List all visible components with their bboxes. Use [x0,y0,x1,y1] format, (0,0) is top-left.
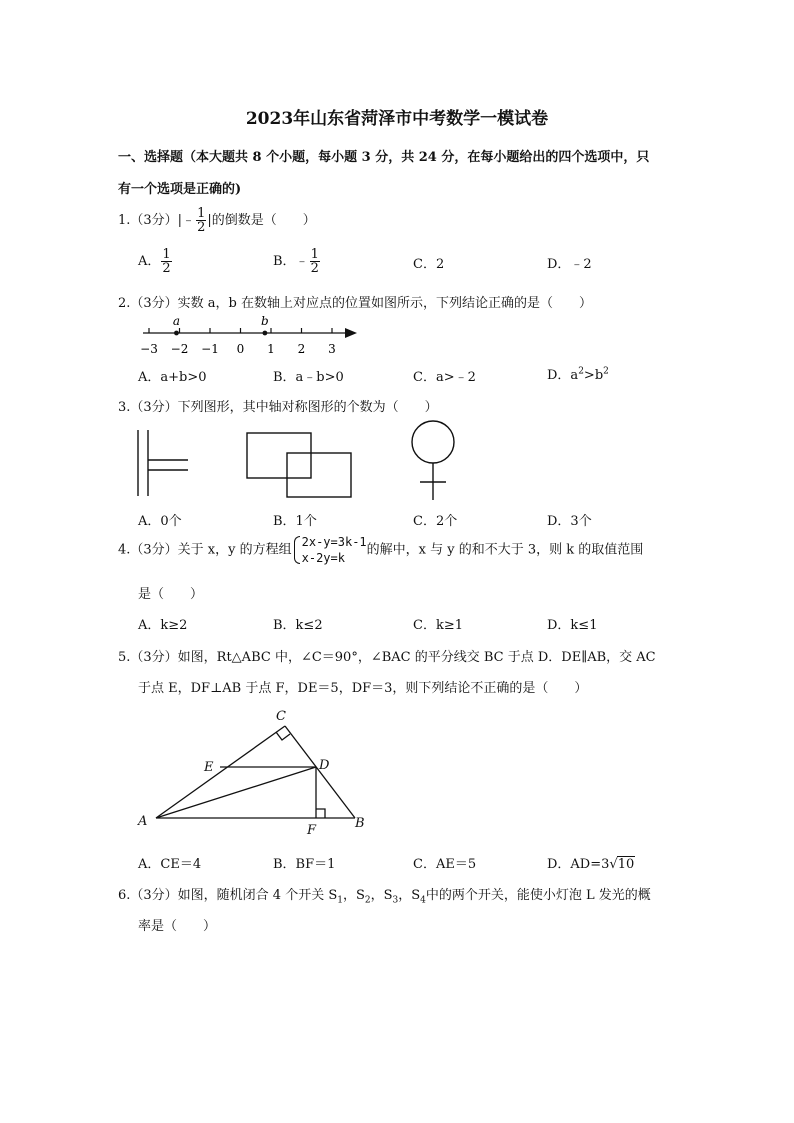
q4-eq2: x-2y=k [301,551,345,566]
section-header-line2: 有一个选项是正确的) [118,182,242,197]
number-line-ticks [140,328,336,356]
q2-option-d-mid: >b [583,368,604,383]
question-5-line1: 5.（3分）如图，Rt△ABC 中，∠C＝90°，∠BAC 的平分线交 BC 于点 D．DE∥AB，交 AC [118,650,656,665]
q1-option-b-label: B．﹣ [273,254,309,269]
tick-label: 1 [267,342,275,356]
q5-option-d[interactable] [547,853,635,872]
right-angle-c [276,732,290,740]
label-f: F [307,823,317,838]
q1-option-a-den: 2 [162,261,171,276]
q2-option-a[interactable]: A．a+b>0 [138,370,207,385]
point-a-label: a [172,314,181,328]
point-a [174,331,179,336]
q4-option-c[interactable]: C．k≥1 [413,618,463,633]
figure-overlapping-rectangles [247,433,351,497]
q6-sub-2: 2 [364,895,371,906]
q2-option-d-exp2: 2 [603,366,609,377]
label-a: A [138,814,148,829]
q1-option-d[interactable]: D．﹣2 [547,257,592,272]
q4-stem-line2: 是（ ） [138,587,204,602]
q1-option-a[interactable] [138,248,173,275]
q2-option-d-exp1: 2 [578,366,584,377]
number-line-arrow [345,328,357,338]
q1-option-c[interactable]: C．2 [413,257,445,272]
q4-eq1: 2x-y=3k-1 [301,535,367,549]
q1-suffix: |的倒数是（ ） [207,213,316,228]
number-line-figure [135,313,365,361]
q1-frac-den: 2 [197,220,206,235]
label-c: C [276,709,286,724]
q2-option-b[interactable]: B．a﹣b>0 [273,370,344,385]
q4-stem-pre: 4.（3分）关于 x，y 的方程组 [118,542,292,558]
q4-option-d[interactable]: D．k≤1 [547,618,598,633]
q2-option-c[interactable]: C．a>﹣2 [413,370,476,385]
question-6-line2: 率是（ ） [138,919,217,934]
side-ac [156,726,285,818]
question-6-line1: 6.（3分）如图，随机闭合 4 个开关 $S_1$，$S_2$，$S_3$，$S_4$中的两个开关，能使小灯泡 L 发光的概 [118,888,651,906]
q4-option-a[interactable]: A．k≥2 [138,618,188,633]
triangle-figure [130,702,380,842]
q5-option-d-root: 10 [617,857,635,872]
q4-equation-system [294,534,367,566]
q4-stem-post: 的解中，x 与 y 的和不大于 3，则 k 的取值范围 [366,542,644,558]
question-4 [118,534,643,566]
figure-t-shape [138,430,188,496]
section-header-line1: 一、选择题（本大题共 8 个小题，每小题 3 分，共 24 分，在每小题给出的四个选项中，只 [118,150,650,165]
label-e: E [204,760,214,775]
sqrt-sign: √ [609,857,618,872]
tick-label: −3 [140,342,158,356]
q3-option-b[interactable]: B．1个 [273,514,317,529]
label-d: D [319,758,330,773]
q6-sub-3: 3 [392,895,399,906]
q1-fraction [196,207,206,234]
question-5-line2: 于点 E，DF⊥AB 于点 F，DE＝5，DF＝3，则下列结论不正确的是（ ） [138,681,588,696]
page-title: 2023年山东省菏泽市中考数学一模试卷 [245,109,549,129]
q6-sub-4: 4 [420,895,426,906]
q1-option-a-label: A． [138,254,161,269]
q5-option-b[interactable]: B．BF＝1 [273,857,336,872]
question-3: 3.（3分）下列图形，其中轴对称图形的个数为（ ） [118,400,438,415]
right-angle-f [316,809,325,818]
point-b [263,331,268,336]
q3-option-d[interactable]: D．3个 [547,514,592,529]
q6-sub-1: 1 [337,895,343,906]
q2-option-d-label: D．a [547,368,579,383]
q1-option-b-num: 1 [310,247,319,262]
q1-prefix: 1.（3分）|﹣ [118,213,196,228]
tick-label: −1 [201,342,219,356]
q1-option-b[interactable] [273,248,321,275]
question-1 [118,207,316,234]
q4-option-b[interactable]: B．k≤2 [273,618,323,633]
q6-line1-post: 中的两个开关，能使小灯泡 L 发光的概 [425,888,651,903]
question-2: 2.（3分）实数 a，b 在数轴上对应点的位置如图所示，下列结论正确的是（ ） [118,296,593,311]
q1-frac-num: 1 [197,206,206,221]
q6-line1-pre: 6.（3分）如图，随机闭合 4 个开关 S [118,888,338,903]
q1-option-b-frac [310,248,320,275]
label-b: B [355,816,365,831]
tick-label: 3 [328,342,336,356]
segment-ad [156,767,316,818]
q5-option-c[interactable]: C．AE＝5 [413,857,477,872]
q3-option-c[interactable]: C．2个 [413,514,458,529]
tick-label: 0 [236,342,245,356]
tick-label: −2 [170,342,189,356]
q1-option-a-num: 1 [162,247,171,262]
q1-option-b-den: 2 [310,261,319,276]
q2-option-d[interactable] [547,364,609,383]
q3-figures [130,420,470,508]
q3-option-a[interactable]: A．0个 [138,514,182,529]
tick-label: 2 [297,342,306,356]
point-b-label: b [261,314,269,328]
q5-option-a[interactable]: A．CE＝4 [138,857,202,872]
q1-option-a-frac [161,248,171,275]
figure-female-symbol [412,421,454,500]
q5-option-d-pre: D．AD=3 [547,857,610,872]
